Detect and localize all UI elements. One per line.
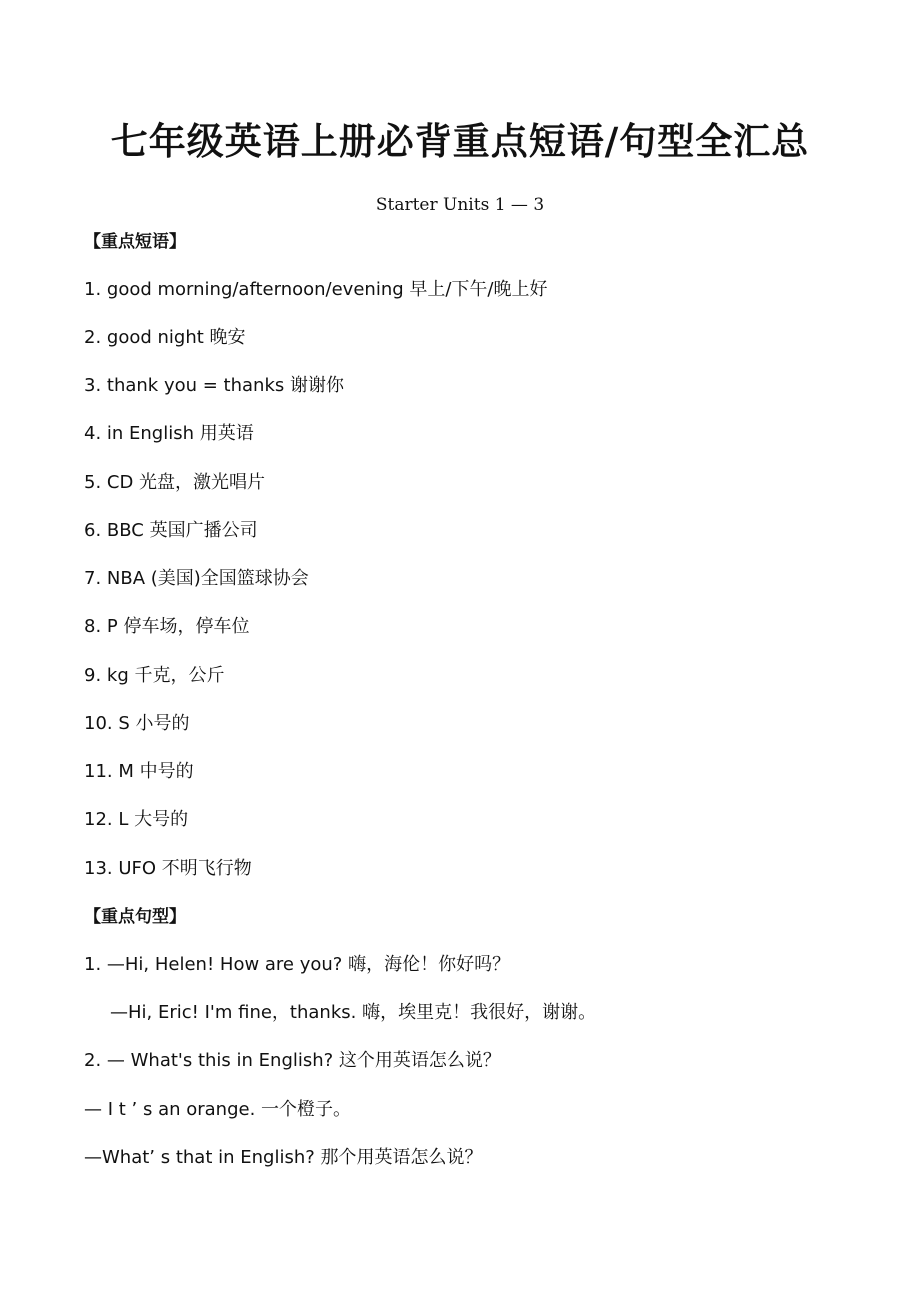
phrase-item: 11. M 中号的	[84, 761, 194, 782]
sentence-item: 1. —Hi, Helen! How are you? 嗨，海伦！你好吗？	[84, 954, 511, 975]
phrase-item: 1. good morning/afternoon/evening 早上/下午/晚上好	[84, 279, 548, 300]
phrases-heading: 【重点短语】	[84, 232, 186, 252]
phrase-item: 7. NBA (美国)全国篮球协会	[84, 568, 309, 589]
phrase-item: 9. kg 千克，公斤	[84, 665, 225, 686]
phrase-item: 8. P 停车场，停车位	[84, 616, 250, 637]
sentences-heading: 【重点句型】	[84, 907, 186, 927]
page-title: 七年级英语上册必背重点短语/句型全汇总	[110, 120, 810, 163]
sentence-item: 2. — What's this in English? 这个用英语怎么说？	[84, 1050, 501, 1071]
phrase-item: 4. in English 用英语	[84, 423, 254, 444]
phrase-item: 12. L 大号的	[84, 809, 189, 830]
sentence-item: — I t ’ s an orange. 一个橙子。	[84, 1099, 352, 1120]
phrase-item: 2. good night 晚安	[84, 327, 246, 348]
sentence-item: —What’ s that in English? 那个用英语怎么说？	[84, 1147, 483, 1168]
sentence-item: —Hi, Eric! I'm fine，thanks. 嗨，埃里克！我很好，谢谢。	[110, 1002, 597, 1023]
page-subtitle: Starter Units 1 — 3	[375, 195, 545, 215]
phrase-item: 3. thank you = thanks 谢谢你	[84, 375, 344, 396]
phrase-item: 5. CD 光盘，激光唱片	[84, 472, 266, 493]
phrase-item: 6. BBC 英国广播公司	[84, 520, 258, 541]
phrase-item: 10. S 小号的	[84, 713, 190, 734]
phrase-item: 13. UFO 不明飞行物	[84, 858, 252, 879]
